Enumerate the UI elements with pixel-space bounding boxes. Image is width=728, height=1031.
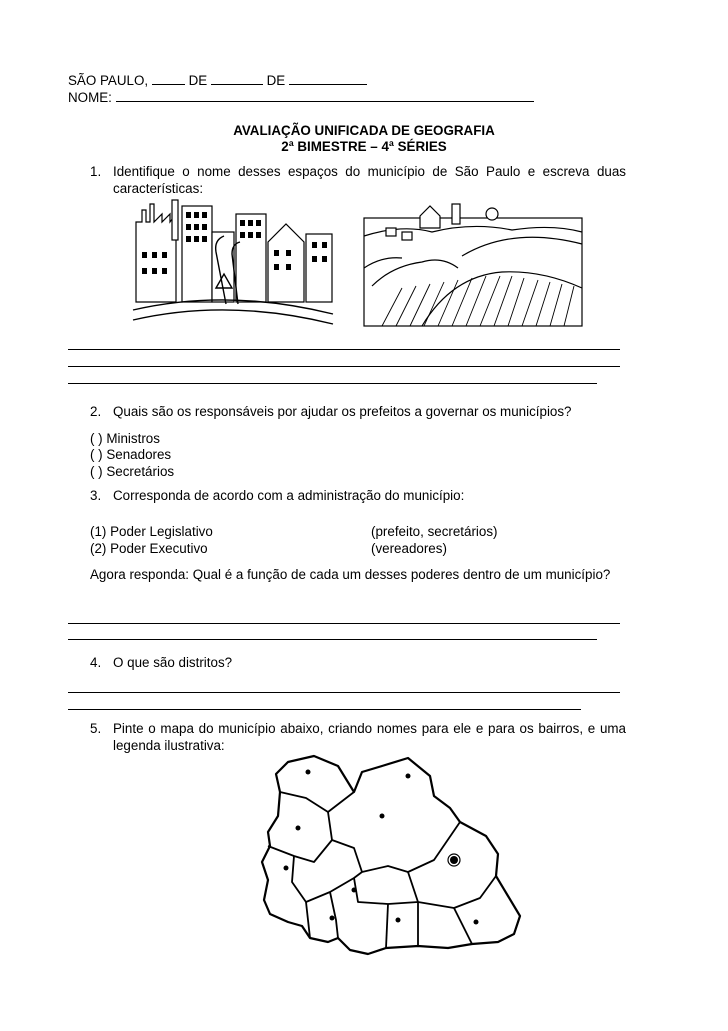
question-text: Identifique o nome desses espaços do município de São Paulo e escreva duas características: — [113, 164, 626, 196]
date-line — [68, 72, 367, 89]
question-number: 1. — [90, 164, 102, 179]
answer-line[interactable] — [68, 639, 597, 640]
de-label-2: DE — [262, 73, 289, 88]
question-2 — [90, 404, 626, 421]
name-label: NOME: — [68, 90, 116, 105]
page-subtitle: 2ª BIMESTRE – 4ª SÉRIES — [281, 139, 447, 154]
answer-line[interactable] — [68, 692, 620, 693]
answer-line[interactable] — [68, 383, 597, 384]
answer-line[interactable] — [68, 366, 620, 367]
question-5 — [90, 721, 626, 754]
match-left-1: (1) Poder Legislativo — [90, 524, 213, 539]
followup-question: Agora responda: Qual é a função de cada um desses poderes dentro de um município? — [90, 567, 611, 582]
match-left-2: (2) Poder Executivo — [90, 541, 208, 556]
option-senadores[interactable]: ( ) Senadores — [90, 447, 172, 462]
municipality-map[interactable] — [258, 752, 530, 964]
question-4 — [90, 655, 626, 672]
match-right-1: (prefeito, secretários) — [371, 524, 498, 539]
question-text: Quais são os responsáveis por ajudar os prefeitos a governar os municípios? — [113, 404, 572, 419]
question-text: Pinte o mapa do município abaixo, criando nomes para ele e para os bairros, e uma legenda ilustrativa: — [113, 721, 626, 753]
question-text: Corresponda de acordo com a administração do município: — [113, 488, 465, 503]
city-illustration — [128, 192, 338, 330]
question-3 — [90, 488, 626, 505]
name-blank[interactable] — [116, 89, 534, 102]
year-blank[interactable] — [289, 72, 367, 85]
match-right-2: (vereadores) — [371, 541, 447, 556]
question-text: O que são distritos? — [113, 655, 233, 670]
page-title: AVALIAÇÃO UNIFICADA DE GEOGRAFIA — [233, 123, 495, 138]
answer-line[interactable] — [68, 709, 581, 710]
question-number: 5. — [90, 721, 102, 736]
day-blank[interactable] — [152, 72, 185, 85]
month-blank[interactable] — [211, 72, 263, 85]
question-number: 2. — [90, 404, 102, 419]
question-number: 4. — [90, 655, 102, 670]
answer-line[interactable] — [68, 623, 620, 624]
option-secretarios[interactable]: ( ) Secretários — [90, 464, 175, 479]
option-ministros[interactable]: ( ) Ministros — [90, 431, 160, 446]
countryside-illustration — [362, 196, 586, 330]
de-label-1: DE — [184, 73, 211, 88]
city-label: SÃO PAULO, — [68, 73, 152, 88]
answer-line[interactable] — [68, 349, 620, 350]
question-number: 3. — [90, 488, 102, 503]
name-line — [68, 89, 534, 106]
